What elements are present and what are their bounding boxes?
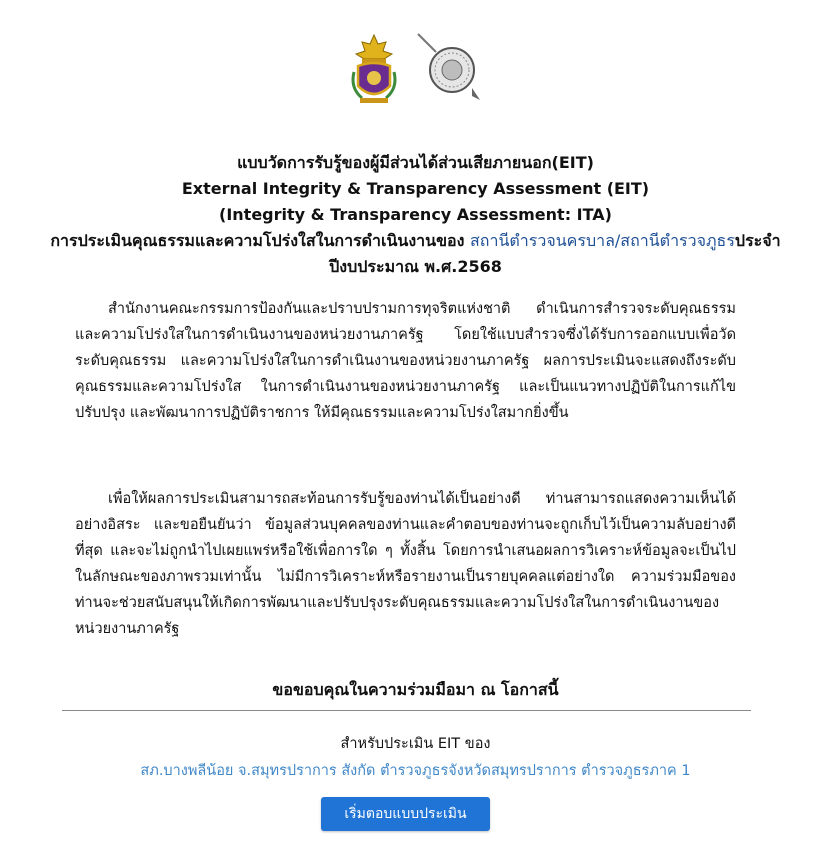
heading-line4-prefix: การประเมินคุณธรรมและความโปร่งใสในการดำเนินงานของ (50, 231, 471, 250)
logo-row (0, 32, 831, 108)
agency-emblem-icon (348, 32, 400, 108)
heading-thai-title: แบบวัดการรับรู้ของผู้มีส่วนได้ส่วนเสียภายนอก(EIT) (237, 153, 594, 172)
heading-english-title: External Integrity & Transparency Assessment (EIT) (181, 179, 650, 198)
heading-ita-subtitle: (Integrity & Transparency Assessment: ITA) (219, 205, 612, 224)
heading-assessment-line (40, 228, 791, 280)
start-assessment-button[interactable]: เริ่มตอบแบบประเมิน (321, 797, 490, 831)
eit-target-label: สำหรับประเมิน EIT ของ (340, 736, 491, 752)
royal-seal-icon (414, 32, 484, 104)
heading-agency-type: สถานีตำรวจนครบาล/สถานีตำรวจภูธร (470, 231, 735, 250)
page-heading (40, 150, 791, 280)
heading-fiscal-year: ประจำปีงบประมาณ พ.ศ.2568 (329, 231, 781, 276)
intro-paragraph-2: เพื่อให้ผลการประเมินสามารถสะท้อนการรับรู้ของท่านได้เป็นอย่างดี ท่านสามารถแสดงความเห็นได้อย่างอิสระ และขอยืนยันว่า ข้อมูลส่วนบุคคลของท่านและคำตอบของท่านจะถูกเก็บไว้เป็นความลับอย่างดีที่สุด และจะไม่ถูกนำไปเผยแพร่หรือใช้เพื่อการใด ๆ ทั้งสิ้น โดยการนำเสนอผลการวิเคราะห์ข้อมูลจะเป็นไปในลักษณะของภาพรวมเท่านั้น ไม่มีการวิเคราะห์หรือรายงานเป็นรายบุคคลแต่อย่างใด ความร่วมมือของท่านจะช่วยสนับสนุนให้เกิดการพัฒนาและปรับปรุงระดับคุณธรรมและความโปร่งใสในการดำเนินงานของหน่วยงานภาครัฐ (75, 491, 736, 637)
intro-paragraph-1: สำนักงานคณะกรรมการป้องกันและปราบปรามการทุจริตแห่งชาติ ดำเนินการสำรวจระดับคุณธรรม และความโปร่งใสในการดำเนินงานของหน่วยงานภาครัฐ โดยใช้แบบสำรวจซึ่งได้รับการออกแบบเพื่อวัดระดับคุณธรรม และความโปร่งใสในการดำเนินงานของหน่วยงานภาครัฐ ผลการประเมินจะแสดงถึงระดับคุณธรรมและความโปร่งใส ในการดำเนินงานของหน่วยงานภาครัฐ และเป็นแนวทางปฏิบัติในการแก้ไข ปรับปรุง และพัฒนาการปฏิบัติราชการ ให้มีคุณธรรมและความโปร่งใสมากยิ่งขึ้น (75, 301, 736, 421)
divider (62, 710, 751, 711)
thanks-message: ขอขอบคุณในความร่วมมือมา ณ โอกาสนี้ (272, 680, 559, 699)
agency-name: สภ.บางพลีน้อย จ.สมุทรปราการ สังกัด ตำรวจภูธรจังหวัดสมุทรปราการ ตำรวจภูธรภาค 1 (140, 763, 691, 779)
